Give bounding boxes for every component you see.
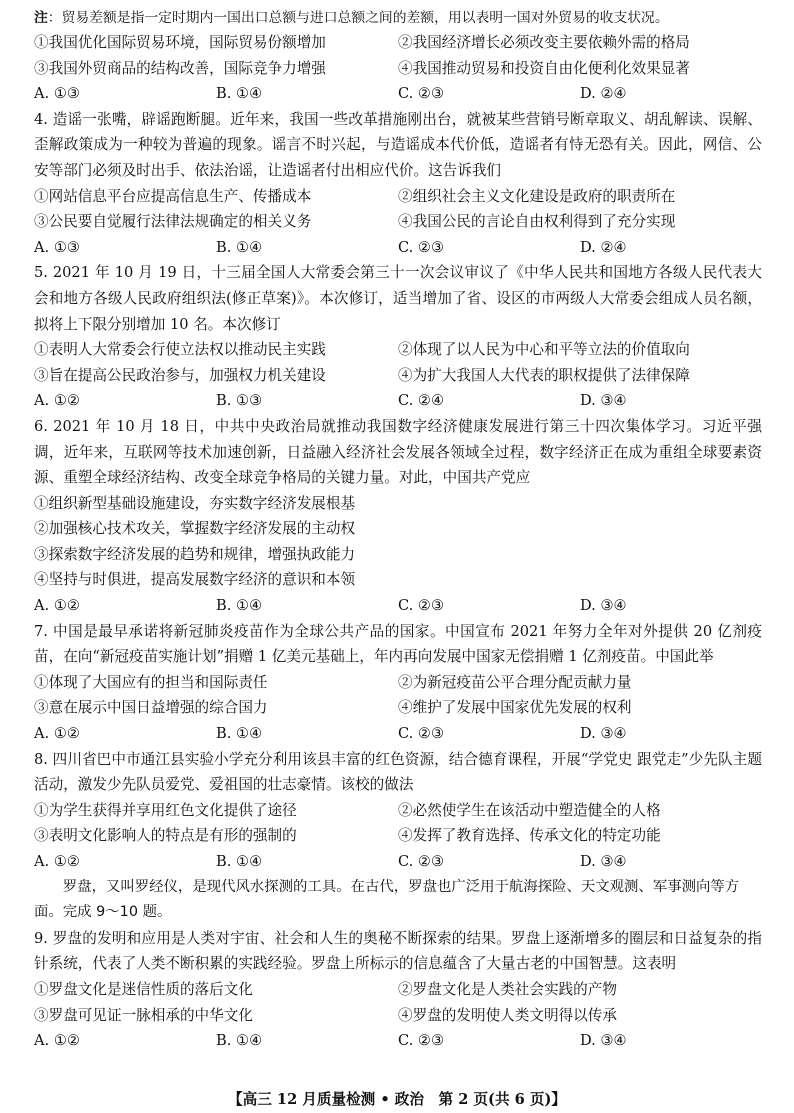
- q7-statement-4: ④维护了发展中国家优先发展的权利: [398, 699, 632, 717]
- chart-note: [34, 6, 762, 30]
- q8-stem: 8. 四川省巴中市通江县实验小学充分利用该县丰富的红色资源，结合德育课程，开展“学党史 跟党走”少先队主题活动，激发少先队员爱党、爱祖国的壮志豪情。该校的做法: [34, 750, 762, 794]
- q8-statements-row-2: [34, 823, 762, 849]
- q9-option-d: D. ③④: [580, 1032, 627, 1050]
- q7-options: [34, 721, 762, 747]
- q4-options: [34, 235, 762, 261]
- q7-option-a: A. ①②: [34, 725, 80, 743]
- q4-option-d: D. ②④: [580, 238, 627, 256]
- q5-statements-row-2: [34, 363, 762, 389]
- q5-statement-1: ①表明人大常委会行使立法权以推动民主实践: [34, 341, 326, 359]
- q8-option-a: A. ①②: [34, 853, 80, 870]
- q4-option-a: A. ①③: [34, 238, 80, 256]
- q8-options: [34, 849, 762, 875]
- reading-material: 罗盘，又叫罗经仪，是现代风水探测的工具。在古代，罗盘也广泛用于航海探险、天文观测、军事测向等方面。完成 9～10 题。: [34, 878, 740, 921]
- q9-statements-row-2: [34, 1003, 762, 1029]
- q4-option-c: C. ②③: [398, 238, 445, 256]
- q6-option-d: D. ③④: [580, 597, 627, 615]
- q5-statements-row-1: [34, 337, 762, 363]
- q3-statement-4: ④我国推动贸易和投资自由化便利化效果显著: [398, 59, 690, 77]
- q7-statement-2: ②为新冠疫苗公平合理分配贡献力量: [398, 673, 632, 691]
- q7-statement-1: ①体现了大国应有的担当和国际责任: [34, 673, 268, 691]
- q6-option-a: A. ①②: [34, 597, 80, 615]
- q3-option-c: C. ②③: [398, 85, 445, 103]
- q5-statement-4: ④为扩大我国人大代表的职权提供了法律保障: [398, 366, 690, 384]
- q8-statement-2: ②必然使学生在该活动中塑造健全的人格: [398, 801, 661, 819]
- q7-statements-row-1: [34, 670, 762, 696]
- q7-option-d: D. ③④: [580, 725, 627, 743]
- q9-options: [34, 1028, 762, 1054]
- q3-statements-row-2: [34, 56, 762, 82]
- q9-option-b: B. ①④: [216, 1032, 263, 1050]
- q5-stem: 5. 2021 年 10 月 19 日，十三届全国人大常委会第三十一次会议审议了《中华人民共和国地方各级人民代表大会和地方各级人民政府组织法(修正草案)》。本次修订，适当增加了省、设区的市两级人大常委会组成人员名额，拟将上下限分别增加 10 名。本次修订: [34, 264, 762, 333]
- q6-statement-2: ②加强核心技术攻关，掌握数字经济发展的主动权: [34, 520, 356, 538]
- q9-option-c: C. ②③: [398, 1032, 445, 1050]
- q8-option-c: C. ②③: [398, 853, 445, 870]
- page-footer: 【高三 12 月质量检测 • 政治 第 2 页(共 6 页)】: [228, 1091, 566, 1108]
- q9-statement-3: ③罗盘可见证一脉相承的中华文化: [34, 1006, 253, 1024]
- q4-statement-3: ③公民要自觉履行法律法规确定的相关义务: [34, 213, 312, 231]
- q6-options: [34, 593, 762, 619]
- q8-statement-1: ①为学生获得并享用红色文化提供了途径: [34, 801, 297, 819]
- q8-statement-3: ③表明文化影响人的特点是有形的强制的: [34, 827, 297, 845]
- q8-statement-4: ④发挥了教育选择、传承文化的特定功能: [398, 827, 661, 845]
- q3-statements-row-1: [34, 30, 762, 56]
- q3-option-b: B. ①④: [216, 85, 263, 103]
- q6-option-b: B. ①④: [216, 597, 263, 615]
- q8-option-d: D. ③④: [580, 853, 627, 870]
- q9-statement-1: ①罗盘文化是迷信性质的落后文化: [34, 980, 253, 998]
- q5-option-d: D. ③④: [580, 392, 627, 410]
- q3-options: [34, 81, 762, 107]
- q7-statement-3: ③意在展示中国日益增强的综合国力: [34, 699, 268, 717]
- q5-options: [34, 388, 762, 414]
- q4-statements-row-1: [34, 184, 762, 210]
- q7-option-b: B. ①④: [216, 725, 263, 743]
- q5-statement-3: ③旨在提高公民政治参与，加强权力机关建设: [34, 366, 326, 384]
- q3-statement-1: ①我国优化国际贸易环境，国际贸易份额增加: [34, 34, 326, 51]
- note-label: 注: [34, 10, 48, 26]
- q4-statement-4: ④我国公民的言论自由权利得到了充分实现: [398, 213, 676, 231]
- q6-statement-4: ④坚持与时俱进，提高发展数字经济的意识和本领: [34, 571, 356, 589]
- q5-option-c: C. ②④: [398, 392, 445, 410]
- q9-statement-4: ④罗盘的发明使人类文明得以传承: [398, 1006, 617, 1024]
- q9-statement-2: ②罗盘文化是人类社会实践的产物: [398, 980, 617, 998]
- q4-stem: 4. 造谣一张嘴，辟谣跑断腿。近年来，我国一些改革措施刚出台，就被某些营销号断章取义、胡乱解读、误解、歪解政策成为一种较为普遍的现象。谣言不时兴起，与造谣成本代价低，造谣者有恃无恐有关。因此，网信、公安等部门必须及时出手、依法治谣，让造谣者付出相应代价。这告诉我们: [34, 110, 762, 179]
- q9-stem: 9. 罗盘的发明和应用是人类对宇宙、社会和人生的奥秘不断探索的结果。罗盘上逐渐增多的圈层和日益复杂的指针系统，代表了人类不断积累的实践经验。罗盘上所标示的信息蕴含了大量古老的中国智慧。这表明: [34, 929, 762, 973]
- q4-statements-row-2: [34, 209, 762, 235]
- note-text: ：贸易差额是指一定时期内一国出口总额与进口总额之间的差额，用以表明一国对外贸易的收支状况。: [47, 10, 669, 26]
- q8-option-b: B. ①④: [216, 853, 263, 870]
- q5-option-b: B. ①③: [216, 392, 263, 410]
- q3-statement-3: ③我国外贸商品的结构改善，国际竞争力增强: [34, 59, 326, 77]
- q4-statement-2: ②组织社会主义文化建设是政府的职责所在: [398, 187, 676, 205]
- q9-statements-row-1: [34, 977, 762, 1003]
- q4-statement-1: ①网站信息平台应提高信息生产、传播成本: [34, 187, 312, 205]
- q9-option-a: A. ①②: [34, 1032, 80, 1050]
- q8-statements-row-1: [34, 798, 762, 824]
- q3-option-a: A. ①③: [34, 85, 80, 103]
- q6-option-c: C. ②③: [398, 597, 445, 615]
- q7-option-c: C. ②③: [398, 725, 445, 743]
- q6-stem: 6. 2021 年 10 月 18 日，中共中央政治局就推动我国数字经济健康发展进行第三十四次集体学习。习近平强调，近年来，互联网等技术加速创新，日益融入经济社会发展各领域全过程，数字经济正在成为重组全球要素资源、重塑全球经济结构、改变全球竞争格局的关键力量。对此，中国共产党应: [34, 417, 762, 487]
- q5-statement-2: ②体现了以人民为中心和平等立法的价值取向: [398, 341, 690, 359]
- q4-option-b: B. ①④: [216, 238, 263, 256]
- exam-page: [34, 6, 762, 1054]
- q7-statements-row-2: [34, 695, 762, 721]
- q3-statement-2: ②我国经济增长必须改变主要依赖外需的格局: [398, 34, 690, 51]
- q5-option-a: A. ①②: [34, 392, 80, 410]
- q6-statement-1: ①组织新型基础设施建设，夯实数字经济发展根基: [34, 494, 356, 512]
- q6-statement-3: ③探索数字经济发展的趋势和规律，增强执政能力: [34, 545, 356, 563]
- q3-option-d: D. ②④: [580, 85, 627, 103]
- q7-stem: 7. 中国是最早承诺将新冠肺炎疫苗作为全球公共产品的国家。中国宣布 2021 年努力全年对外提供 20 亿剂疫苗，在向“新冠疫苗实施计划”捐赠 1 亿美元基础上，年内再向发展中国家无偿捐赠 1 亿剂疫苗。中国此举: [34, 622, 762, 666]
